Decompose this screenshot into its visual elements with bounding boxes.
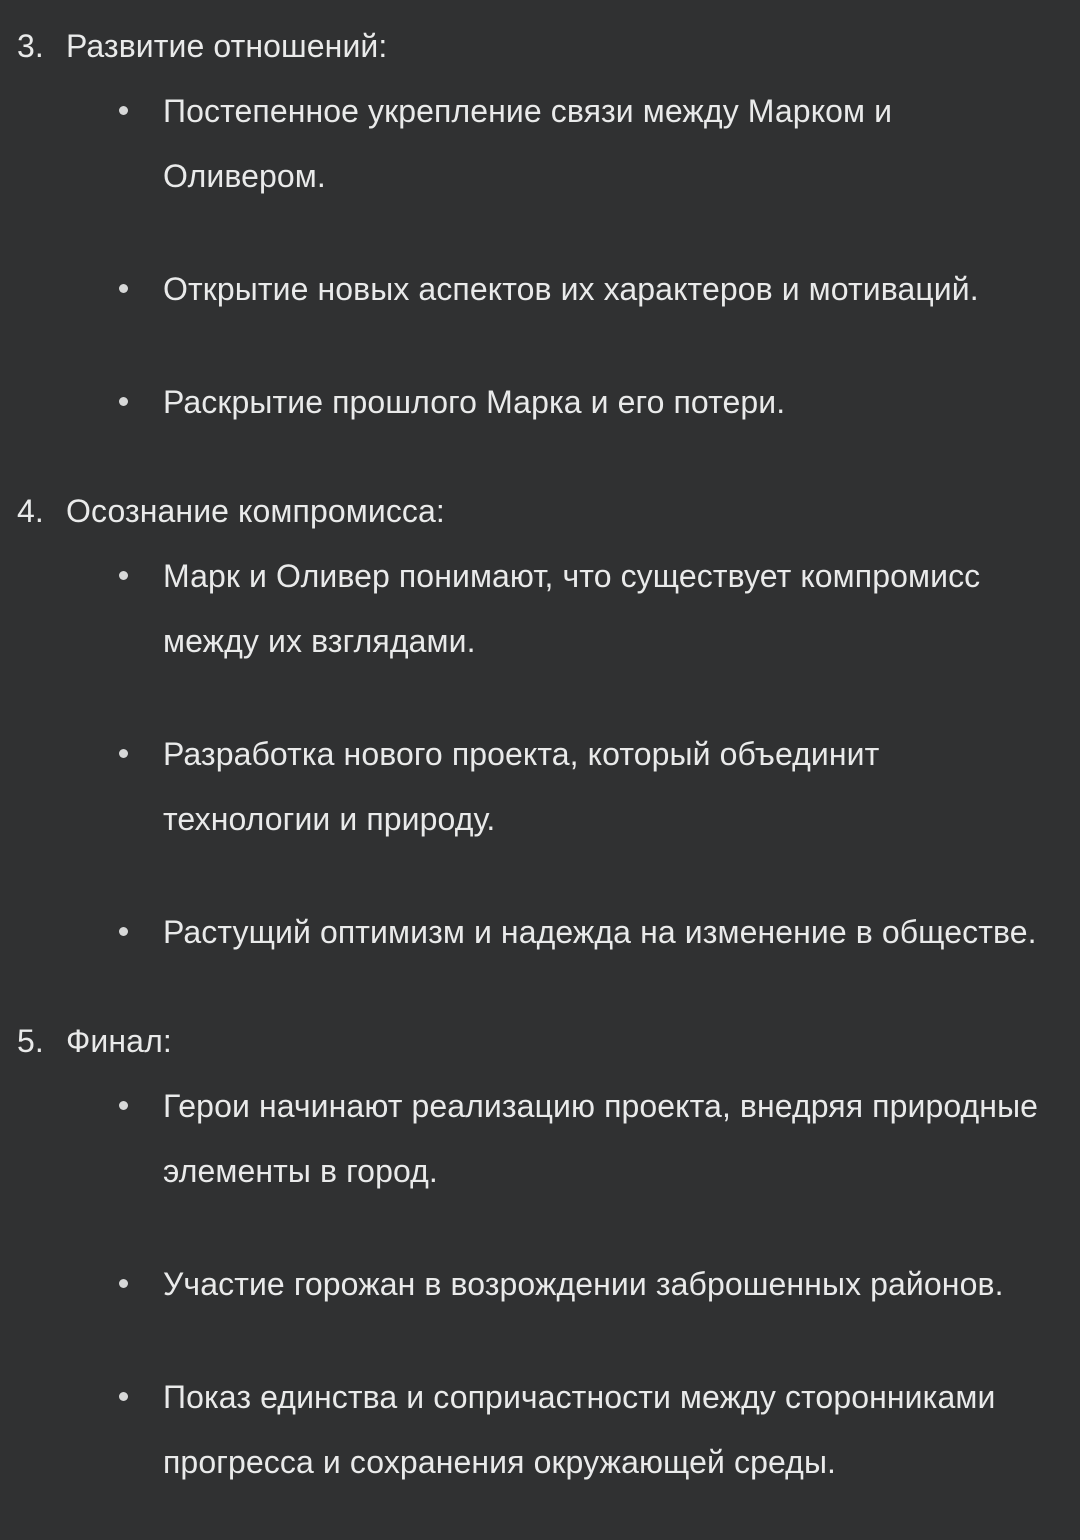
bullet-list [0,544,1080,965]
bullet-dot-icon [119,284,128,293]
bullet-dot-icon [119,1392,128,1401]
list-item-text: Раскрытие прошлого Марка и его потери. [163,384,786,420]
bullet-dot-icon [119,106,128,115]
list-item [0,79,1080,209]
bullet-dot-icon [119,1101,128,1110]
list-item-text: Герои начинают реализацию проекта, внедряя природные элементы в город. [163,1088,1039,1189]
list-item [0,544,1080,674]
bullet-list [0,79,1080,435]
bullet-dot-icon [119,749,128,758]
document-body [0,14,1080,1540]
list-item-text: Марк и Оливер понимают, что существует компромисс между их взглядами. [163,558,981,659]
bullet-dot-icon [119,1279,128,1288]
section-heading [0,1009,1080,1074]
list-item-text: Участие горожан в возрождении заброшенных районов. [163,1266,1004,1302]
section-heading-text: Развитие отношений: [66,28,388,64]
section-heading [0,14,1080,79]
section-number: 3. [17,28,44,64]
section-heading-text: Финал: [66,1023,172,1059]
list-item [0,1365,1080,1495]
list-item-text: Разработка нового проекта, который объединит технологии и природу. [163,736,880,837]
list-item [0,1074,1080,1204]
bullet-list [0,1074,1080,1495]
list-item [0,722,1080,852]
section-number: 5. [17,1023,44,1059]
list-item [0,900,1080,965]
list-item-text: Открытие новых аспектов их характеров и мотиваций. [163,271,979,307]
bullet-dot-icon [119,571,128,580]
outline-section [0,14,1080,435]
numbered-outline-list [0,14,1080,1495]
section-heading [0,479,1080,544]
outline-section [0,1009,1080,1495]
list-item [0,370,1080,435]
outline-section [0,479,1080,965]
list-item [0,1252,1080,1317]
list-item-text: Растущий оптимизм и надежда на изменение в обществе. [163,914,1037,950]
bullet-dot-icon [119,927,128,936]
list-item-text: Постепенное укрепление связи между Марком и Оливером. [163,93,893,194]
list-item [0,257,1080,322]
section-heading-text: Осознание компромисса: [66,493,445,529]
bullet-dot-icon [119,397,128,406]
section-number: 4. [17,493,44,529]
list-item-text: Показ единства и сопричастности между сторонниками прогресса и сохранения окружающей среды. [163,1379,996,1480]
